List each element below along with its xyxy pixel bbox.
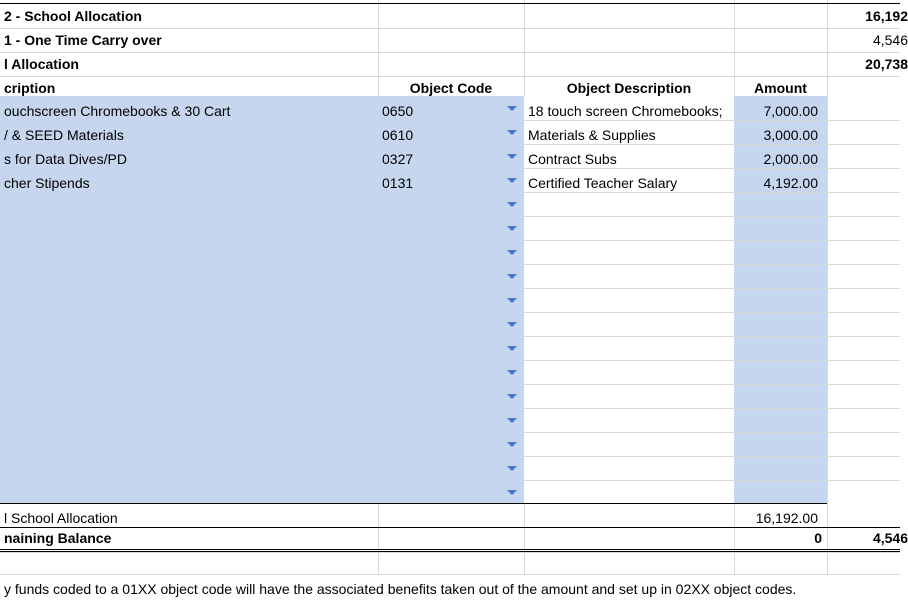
triangle-down-icon[interactable] (507, 178, 517, 183)
column-header-object-code[interactable]: Object Code (409, 80, 493, 96)
triangle-down-icon[interactable] (507, 154, 517, 159)
item-object-description[interactable]: 18 touch screen Chromebooks; (528, 103, 723, 119)
total-school-allocation-value[interactable]: 16,192.00 (755, 510, 818, 526)
remaining-balance-carry-over[interactable]: 4,546 (872, 530, 908, 546)
triangle-down-icon[interactable] (507, 490, 517, 495)
column-header-object-description[interactable]: Object Description (566, 80, 692, 96)
item-object-code[interactable]: 0131 (382, 175, 414, 191)
triangle-down-icon[interactable] (507, 106, 517, 111)
item-description[interactable]: / & SEED Materials (4, 127, 124, 143)
triangle-down-icon[interactable] (507, 442, 517, 447)
triangle-down-icon[interactable] (507, 394, 517, 399)
column-header-description[interactable]: cription (4, 80, 56, 96)
remaining-balance-label[interactable]: naining Balance (4, 530, 112, 546)
item-description[interactable]: cher Stipends (4, 175, 90, 191)
triangle-down-icon[interactable] (507, 322, 517, 327)
item-object-code[interactable]: 0327 (382, 151, 414, 167)
item-object-description[interactable]: Certified Teacher Salary (528, 175, 678, 191)
item-object-code[interactable]: 0610 (382, 127, 414, 143)
item-amount[interactable]: 4,192.00 (763, 175, 818, 191)
school-allocation-value[interactable]: 16,192 (865, 8, 908, 24)
triangle-down-icon[interactable] (507, 202, 517, 207)
triangle-down-icon[interactable] (507, 226, 517, 231)
footnote[interactable]: y funds coded to a 01XX object code will have the associated benefits taken out of the amount and set up in 02XX object codes. (4, 581, 797, 597)
carry-over-value[interactable]: 4,546 (872, 32, 908, 48)
item-amount[interactable]: 2,000.00 (763, 151, 818, 167)
school-allocation-label[interactable]: 2 - School Allocation (4, 8, 142, 24)
item-description[interactable]: ouchscreen Chromebooks & 30 Cart (4, 103, 231, 119)
item-object-description[interactable]: Materials & Supplies (528, 127, 656, 143)
total-allocation-value[interactable]: 20,738 (865, 56, 908, 72)
triangle-down-icon[interactable] (507, 346, 517, 351)
carry-over-label[interactable]: 1 - One Time Carry over (4, 32, 162, 48)
remaining-balance-value[interactable]: 0 (814, 530, 822, 546)
item-object-description[interactable]: Contract Subs (528, 151, 617, 167)
triangle-down-icon[interactable] (507, 130, 517, 135)
item-object-code[interactable]: 0650 (382, 103, 414, 119)
item-amount[interactable]: 7,000.00 (763, 103, 818, 119)
triangle-down-icon[interactable] (507, 298, 517, 303)
column-header-amount[interactable]: Amount (754, 80, 807, 96)
triangle-down-icon[interactable] (507, 250, 517, 255)
triangle-down-icon[interactable] (507, 418, 517, 423)
triangle-down-icon[interactable] (507, 370, 517, 375)
item-amount[interactable]: 3,000.00 (763, 127, 818, 143)
triangle-down-icon[interactable] (507, 466, 517, 471)
item-description[interactable]: s for Data Dives/PD (4, 151, 127, 167)
total-school-allocation-label[interactable]: l School Allocation (4, 510, 118, 526)
total-allocation-label[interactable]: l Allocation (4, 56, 79, 72)
triangle-down-icon[interactable] (507, 274, 517, 279)
